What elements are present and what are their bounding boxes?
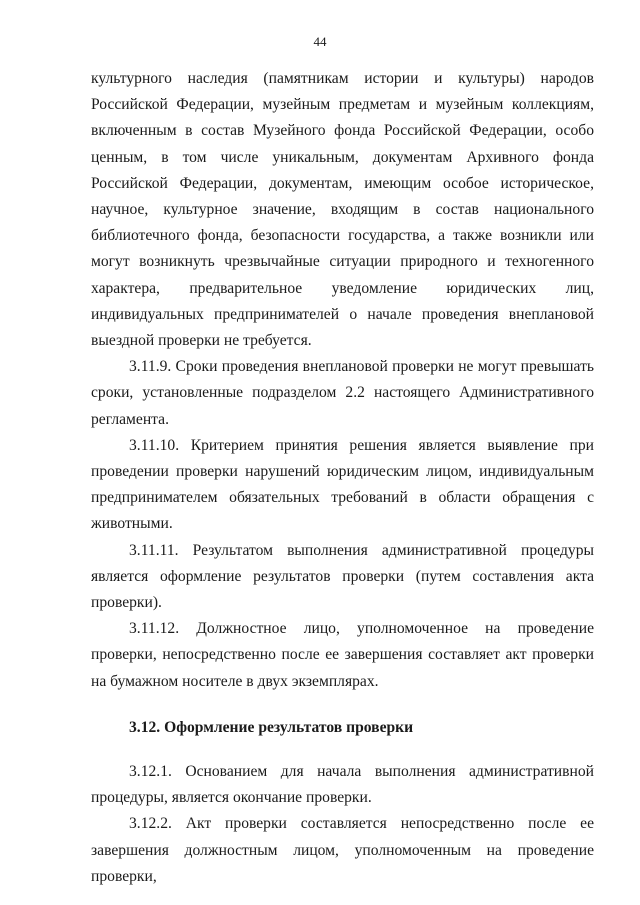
- paragraph-3-12-2: 3.12.2. Акт проверки составляется непосредственно после ее завершения должностным лицом, уполномоченным на проведение проверки,: [91, 815, 594, 885]
- paragraph-3-11-11: 3.11.11. Результатом выполнения административной процедуры является оформление результатов проверки (путем составления акта проверки).: [91, 541, 594, 612]
- paragraph-continuation: культурного наследия (памятникам истории и культуры) народов Российской Федерации, музейным предметам и музейным коллекциям, включенным в состав Музейного фонда Российской Федерации, особо ценным, в том числе уникальным, документам Архивного фонда Российской Федерации, документам, имеющим особое историческое, научное, культурное значение, входящим в состав национального библиотечного фонда, безопасности государства, а также возникли или могут возникнуть чрезвычайные ситуации природного и техногенного характера, предварительное уведомление юридических лиц, индивидуальных предпринимателей о начале проведения внеплановой выездной проверки не требуется.: [91, 70, 594, 350]
- paragraph-3-12-1: 3.12.1. Основанием для начала выполнения административной процедуры, является окончание проверки.: [91, 763, 594, 807]
- paragraph-3-11-12: 3.11.12. Должностное лицо, уполномоченное на проведение проверки, непосредственно после ее завершения составляет акт проверки на бумажном носителе в двух экземплярах.: [91, 620, 594, 690]
- paragraph-3-11-9: 3.11.9. Сроки проведения внеплановой проверки не могут превышать сроки, установленные подразделом 2.2 настоящего Административного регламента.: [91, 358, 594, 428]
- paragraph-3-11-10: 3.11.10. Критерием принятия решения является выявление при проведении проверки нарушений юридическим лицом, индивидуальным предпринимателем обязательных требований в области обращения с животными.: [91, 436, 594, 533]
- document-body: [91, 66, 594, 890]
- page-number: 44: [313, 34, 327, 49]
- section-heading-3-12: 3.12. Оформление результатов проверки: [129, 718, 414, 736]
